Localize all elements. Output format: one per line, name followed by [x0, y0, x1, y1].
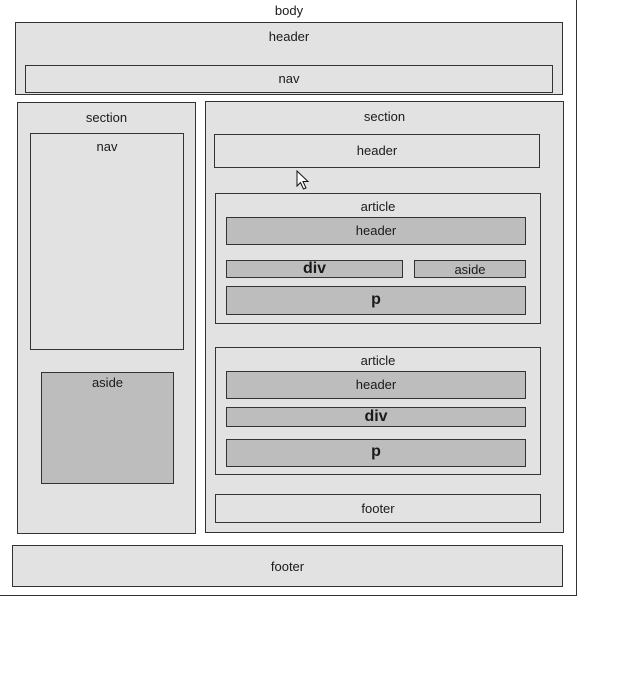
article-1-label: article	[360, 199, 396, 214]
article-1-box	[215, 193, 541, 324]
left-aside-label: aside	[91, 375, 124, 390]
body-label: body	[274, 3, 304, 18]
article-2-p-label: p	[371, 443, 381, 460]
article-2-box	[215, 347, 541, 475]
article-1-div-box	[226, 260, 403, 278]
article-1-div-label: div	[302, 260, 327, 277]
article-2-label: article	[360, 353, 396, 368]
article-2-header-label: header	[355, 377, 397, 392]
bottom-footer-label: footer	[270, 559, 305, 574]
top-nav-label: nav	[278, 71, 300, 86]
article-1-header-box	[226, 217, 526, 245]
bottom-footer-box	[12, 545, 563, 587]
right-footer-box	[215, 494, 541, 523]
article-2-p-box	[226, 439, 526, 467]
article-1-p-label: p	[371, 291, 381, 308]
right-header-label: header	[356, 143, 398, 158]
article-1-header-label: header	[355, 223, 397, 238]
top-header-label: header	[268, 29, 310, 44]
top-header-box	[15, 22, 563, 95]
left-aside-box	[41, 372, 174, 484]
article-1-aside-box	[414, 260, 526, 278]
right-section-label: section	[363, 109, 406, 124]
article-2-div-box	[226, 407, 526, 427]
article-2-header-box	[226, 371, 526, 399]
top-nav-box	[25, 65, 553, 93]
article-1-aside-label: aside	[454, 262, 486, 277]
left-section-label: section	[85, 110, 128, 125]
mouse-pointer-icon	[296, 170, 310, 191]
article-2-div-label: div	[364, 408, 388, 425]
left-section-box	[17, 102, 196, 534]
right-section-box	[205, 101, 564, 533]
left-nav-box	[30, 133, 184, 350]
article-1-p-box	[226, 286, 526, 315]
right-footer-label: footer	[361, 501, 395, 516]
right-header-box	[214, 134, 540, 168]
left-nav-label: nav	[96, 139, 118, 154]
